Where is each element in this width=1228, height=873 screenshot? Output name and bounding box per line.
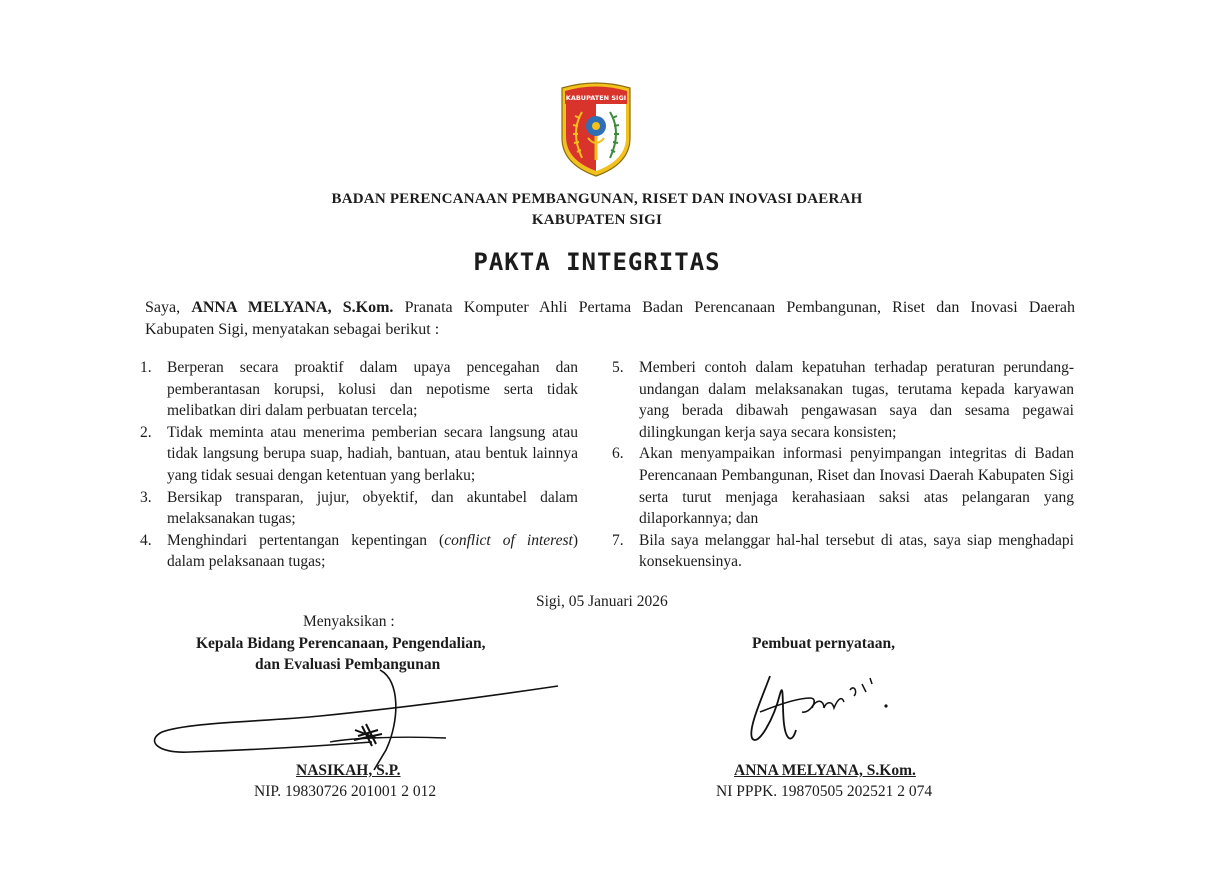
maker-label: Pembuat pernyataan, (752, 635, 895, 652)
witness-role-line2: dan Evaluasi Pembangunan (255, 656, 441, 673)
item-number: 4. (140, 531, 152, 549)
list-item (612, 357, 1074, 443)
item-text: Bersikap transparan, jujur, obyektif, dan akuntabel dalam melaksanakan tugas; (167, 488, 578, 528)
list-item (612, 530, 1074, 573)
intro-paragraph (145, 297, 1075, 341)
witness-name: NASIKAH, S.P. (296, 762, 401, 779)
maker-name: ANNA MELYANA, S.Kom. (734, 762, 916, 779)
svg-text:KABUPATEN SIGI: KABUPATEN SIGI (565, 94, 627, 102)
kabupaten-sigi-logo (556, 82, 636, 178)
org-name-line2: KABUPATEN SIGI (531, 212, 663, 228)
statements-right-column (612, 357, 1074, 573)
org-name-line1: BADAN PERENCANAAN PEMBANGUNAN, RISET DAN INOVASI DAERAH (331, 191, 863, 207)
item-number: 7. (612, 531, 624, 549)
document-title: PAKTA INTEGRITAS (473, 248, 721, 276)
witness-role-line1: Kepala Bidang Perencanaan, Pengendalian, (196, 635, 486, 652)
intro-line2: Kabupaten Sigi, menyatakan sebagai berikut : (145, 321, 440, 338)
item-text: Akan menyampaikan informasi penyimpangan integritas di Badan Perencanaan Pembangunan, Riset dan Inovasi Daerah Kabupaten Sigi serta turut menjaga kerahasiaan saksi atas pelangaran yang dilaporkannya; dan (639, 445, 1074, 528)
item-text: Berperan secara proaktif dalam upaya pencegahan dan pemberantasan korupsi, kolusi dan nepotisme serta tidak melibatkan diri dalam perbuatan tercela; (167, 359, 578, 420)
item-text-before: Menghindari pertentangan kepentingan ( (167, 531, 445, 549)
intro-line1-rest: Pranata Komputer Ahli Pertama Badan Perencanaan Pembangunan, Riset dan Inovasi Daerah (404, 299, 1076, 316)
maker-nip: NI PPPK. 19870505 202521 2 074 (716, 783, 933, 800)
item-text-italic: conflict of interest (444, 531, 573, 549)
list-item (140, 487, 578, 530)
item-number: 3. (140, 488, 152, 506)
place-date: Sigi, 05 Januari 2026 (536, 593, 668, 610)
item-text: Memberi contoh dalam kepatuhan terhadap peraturan perundang-undangan dalam melaksanakan tugas, terutama kepada karyawan yang berada dibawah pengawasan saya dan sesama pegawai dilingkungan kerja saya secara konsisten; (639, 359, 1074, 441)
list-item (140, 422, 578, 487)
item-text: Bila saya melanggar hal-hal tersebut di atas, saya siap menghadapi konsekuensinya. (639, 531, 1074, 571)
list-item (612, 443, 1074, 529)
item-number: 1. (140, 359, 152, 376)
item-number: 2. (140, 423, 152, 441)
item-text-after: ) dalam pelaksanaan tugas; (167, 531, 578, 571)
item-number: 6. (612, 445, 624, 463)
intro-prefix: Saya, (145, 299, 181, 316)
intro-line1 (145, 297, 1075, 319)
statements-left-column (140, 357, 578, 573)
maker-signature (740, 668, 910, 768)
item-number: 5. (612, 359, 624, 376)
item-text (167, 530, 578, 573)
list-item (140, 357, 578, 422)
item-text: Tidak meminta atau menerima pemberian secara langsung atau tidak langsung berupa suap, hadiah, bantuan, atau bentuk lainnya yang tidak sesuai dengan ketentuan yang berlaku; (167, 423, 578, 484)
list-item (140, 530, 578, 573)
witness-nip: NIP. 19830726 201001 2 012 (254, 783, 437, 800)
declarant-name: ANNA MELYANA, S.Kom. (191, 299, 394, 316)
witness-label: Menyaksikan : (303, 613, 395, 630)
